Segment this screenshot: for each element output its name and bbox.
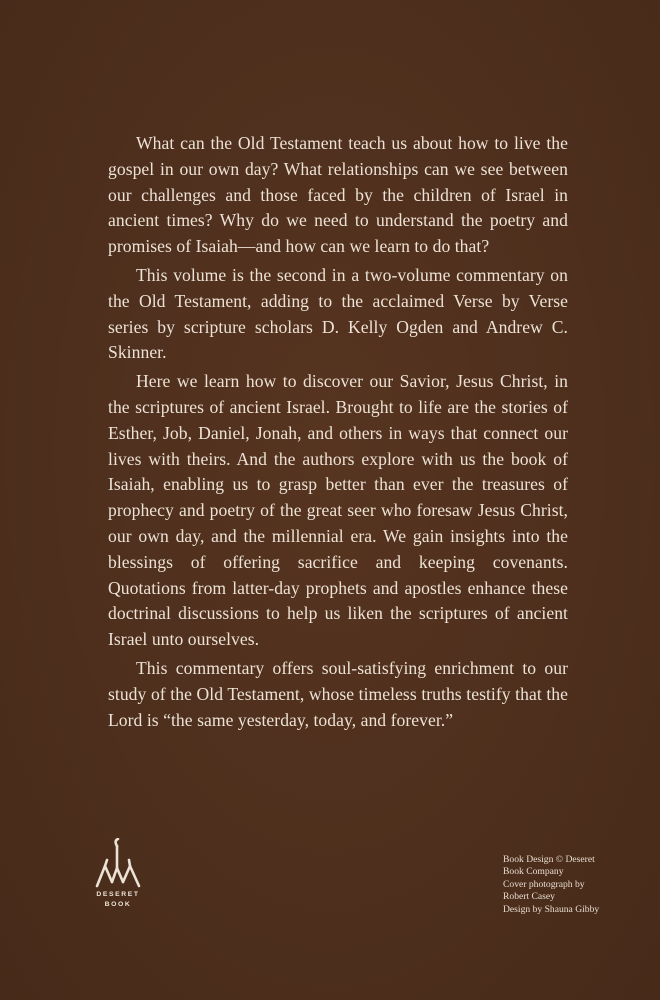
blurb-paragraph-2: This volume is the second in a two-volume commentary on the Old Testament, adding to the acclaimed Verse by Verse series by scripture scholars D. Kelly Ogden and Andrew C. Skinner.	[108, 264, 568, 363]
publisher-logo	[88, 838, 148, 918]
cover-blurb	[108, 131, 568, 736]
blurb-paragraph-3: Here we learn how to discover our Savior, Jesus Christ, in the scriptures of ancient Israel. Brought to life are the stories of Esther, Job, Daniel, Jonah, and others in ways that connect our lives with theirs. And the authors explore with us the book of Isaiah, enabling us to grasp better than ever the treasures of prophecy and poetry of the great seer who foresaw Jesus Christ, our own day, and the millennial era. We gain insights into the blessings of offering sacrifice and keeping covenants. Quotations from latter-day prophets and apostles enhance these doctrinal discussions to help us liken the scriptures of ancient Israel unto ourselves.	[108, 371, 568, 650]
blurb-paragraph-4: This commentary offers soul-satisfying enrichment to our study of the Old Testament, whose timeless truths testify that the Lord is “the same yesterday, today, and forever.”	[108, 657, 568, 730]
credit-line: Book Company	[503, 866, 564, 878]
credit-line: Book Design © Deseret	[503, 854, 595, 865]
deseret-book-mark-icon	[93, 838, 143, 890]
credit-line: Robert Casey	[503, 891, 555, 903]
credit-line: Design by Shauna Gibby	[503, 903, 600, 915]
credit-line: Cover photograph by	[503, 878, 585, 890]
design-credits	[503, 854, 633, 916]
logo-text-book: BOOK	[104, 901, 132, 908]
logo-text-deseret: DESERET	[96, 891, 140, 898]
blurb-paragraph-1: What can the Old Testament teach us about how to live the gospel in our own day? What relationships can we see between our challenges and those faced by the children of Israel in ancient times? Why do we need to understand the poetry and promises of Isaiah—and how can we learn to do that?	[108, 133, 568, 257]
